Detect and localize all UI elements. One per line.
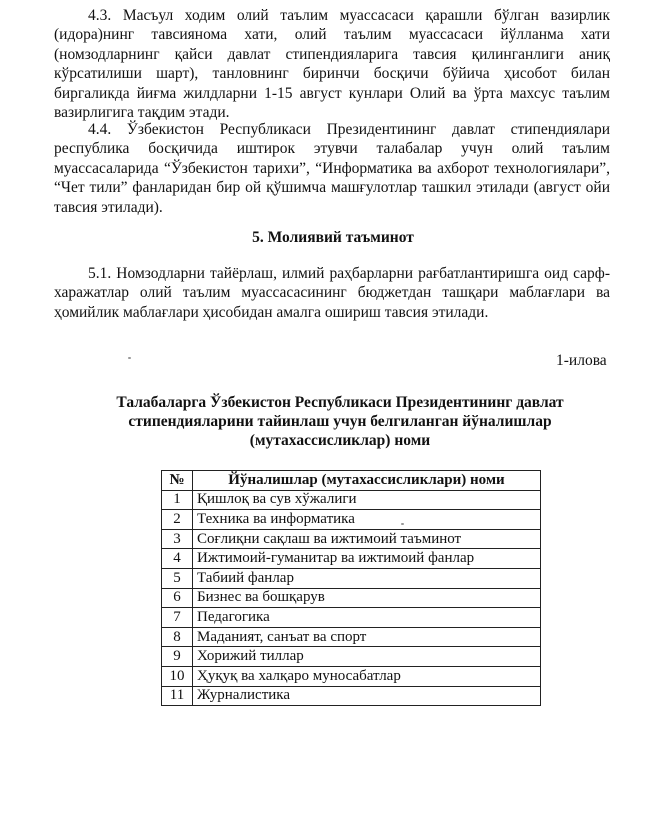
appendix-title-line-3: (мутахассисликлар) номи xyxy=(249,432,431,449)
table-header-row xyxy=(162,471,541,491)
row-number: 7 xyxy=(162,608,193,628)
scan-speck xyxy=(128,357,131,359)
row-number: 5 xyxy=(162,568,193,588)
row-name: Табиий фанлар xyxy=(193,568,541,588)
paragraph-4-4: 4.4. Ўзбекистон Республикаси Президентининг давлат стипендиялари республика босқичида иштирок этувчи талабалар учун олий таълим муассасаларида “Ўзбекистон тарихи”, “Информатика ва ахборот технологиялари”, “Чет тили” фанларидан бир ой қўшимча машғулотлар ташкил этилади (август ойи тавсия этилади). xyxy=(54,121,610,216)
row-name: Техника ва информатика xyxy=(193,510,541,530)
column-header-name: Йўналишлар (мутахассисликлари) номи xyxy=(193,471,541,491)
paragraph-4-3: 4.3. Масъул ходим олий таълим муассасаси қарашли бўлган вазирлик (идора)нинг тавсиянома хати, олий таълим муассасаси йўлланма хати (номзодларнинг қайси давлат стипендияларига тавсия қилинганлиги аниқ кўрсатилиши шарт), танловнинг биринчи босқичи бўйича ҳисобот билан биргаликда йиғма жилдларни 1-15 август кунлари Олий ва ўрта махсус таълим вазирлигига тақдим этади. xyxy=(54,7,610,122)
row-number: 11 xyxy=(162,686,193,706)
table-row xyxy=(162,568,541,588)
table-row xyxy=(162,510,541,530)
appendix-title-line-2: стипендияларини тайинлаш учун белгиланган йўналишлар xyxy=(128,413,552,430)
row-name: Бизнес ва бошқарув xyxy=(193,588,541,608)
column-header-number: № xyxy=(162,471,193,491)
row-number: 3 xyxy=(162,529,193,549)
row-number: 2 xyxy=(162,510,193,530)
row-name: Ҳуқуқ ва халқаро муносабатлар xyxy=(193,666,541,686)
row-name: Қишлоқ ва сув хўжалиги xyxy=(193,490,541,510)
appendix-title xyxy=(90,393,590,450)
table-row xyxy=(162,529,541,549)
table-row xyxy=(162,608,541,628)
directions-table xyxy=(161,470,541,706)
row-number: 8 xyxy=(162,627,193,647)
row-number: 4 xyxy=(162,549,193,569)
appendix-title-line-1: Талабаларга Ўзбекистон Республикаси Президентининг давлат xyxy=(116,394,564,411)
row-number: 9 xyxy=(162,647,193,667)
row-number: 6 xyxy=(162,588,193,608)
table-row xyxy=(162,549,541,569)
row-number: 10 xyxy=(162,666,193,686)
table-row xyxy=(162,490,541,510)
table-row xyxy=(162,666,541,686)
paragraph-5-1: 5.1. Номзодларни тайёрлаш, илмий раҳбарларни рағбатлантиришга оид сарф-харажатлар олий таълим муассасасининг бюджетдан ташқари маблағлари ва ҳомийлик маблағлари ҳисобидан амалга ошириш тавсия этилади. xyxy=(54,265,610,321)
table-row xyxy=(162,627,541,647)
table-row xyxy=(162,588,541,608)
row-name: Ижтимоий-гуманитар ва ижтимоий фанлар xyxy=(193,549,541,569)
row-name: Хорижий тиллар xyxy=(193,647,541,667)
scan-speck xyxy=(401,523,404,525)
appendix-label: 1-илова xyxy=(556,352,607,369)
table-row xyxy=(162,647,541,667)
section-5-heading: 5. Молиявий таъминот xyxy=(252,229,414,246)
table-row xyxy=(162,686,541,706)
row-name: Маданият, санъат ва спорт xyxy=(193,627,541,647)
row-name: Педагогика xyxy=(193,608,541,628)
row-name: Журналистика xyxy=(193,686,541,706)
row-name: Соғлиқни сақлаш ва ижтимоий таъминот xyxy=(193,529,541,549)
row-number: 1 xyxy=(162,490,193,510)
